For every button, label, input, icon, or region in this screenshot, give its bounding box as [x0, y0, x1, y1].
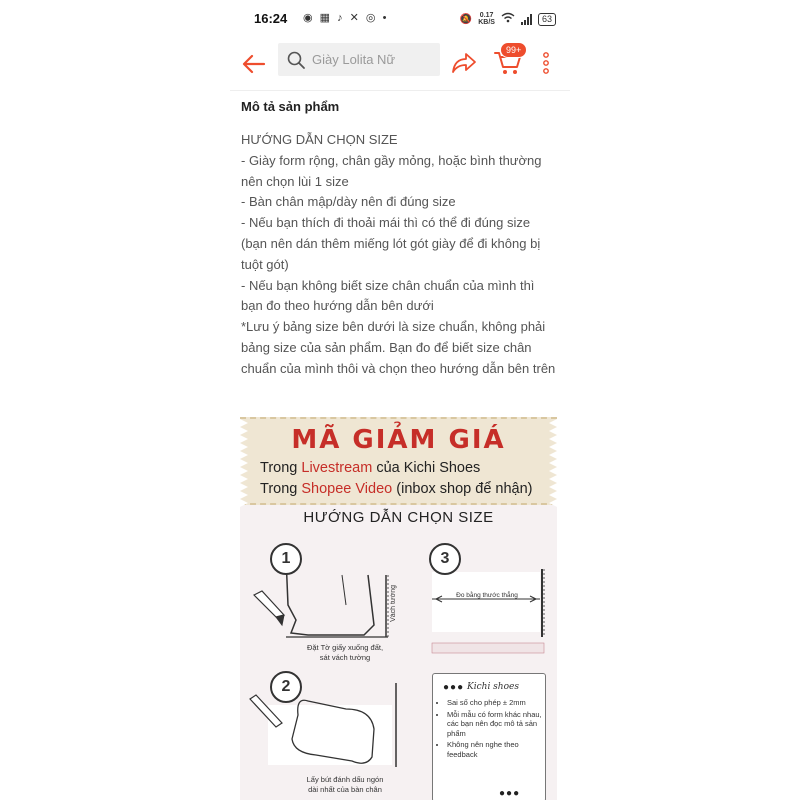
description-line: bạn đo theo hướng dẫn bên dưới — [241, 298, 434, 314]
description-line: chuẩn của mình thôi và chọn theo hướng dẫn bên trên — [241, 360, 556, 376]
battery-icon: 63 — [538, 13, 556, 26]
ruler-label: Đo bằng thước thẳng — [456, 592, 518, 599]
description-line: - Giày form rộng, chân gầy mỏng, hoặc bình thường — [241, 152, 542, 168]
description-line: - Nếu bạn không biết size chân chuẩn của mình thì — [241, 277, 535, 293]
notes-card — [432, 673, 546, 800]
description-line: (bạn nên dán thêm miếng lót gót giày để đi không bị — [241, 235, 541, 251]
top-nav — [230, 38, 570, 91]
note-item: • Sai số cho phép ± 2mm — [447, 698, 543, 708]
guide-title: HƯỚNG DẪN CHỌN SIZE — [303, 509, 494, 526]
status-time: 16:24 — [254, 11, 288, 26]
description-line: nên chọn lùi 1 size — [241, 173, 349, 189]
description-line: - Nếu bạn thích đi thoải mái thì có thể đi đúng size — [241, 215, 531, 231]
wall-label: Vách tường — [390, 585, 397, 622]
coupon-line-1: Trong Livestream của Kichi Shoes — [260, 460, 481, 476]
description-heading: Mô tả sản phẩm — [241, 99, 340, 114]
card-dots-icon: ●●● — [443, 682, 465, 693]
card-dots-icon: ●●● — [499, 788, 521, 799]
phone-screen — [230, 0, 570, 800]
coupon-banner — [240, 417, 557, 505]
coupon-title: MÃ GIẢM GIÁ — [291, 425, 506, 455]
signal-icon — [521, 14, 532, 25]
search-icon — [286, 50, 306, 70]
card-brand: Kichi shoes — [467, 682, 519, 692]
notes-list — [437, 698, 543, 762]
notification-icons: ◉ ▦ ♪ ✕ ◎ • — [303, 12, 389, 24]
cart-badge: 99+ — [500, 42, 527, 58]
description-line: *Lưu ý bảng size bên dưới là size chuẩn, không phải — [241, 319, 546, 335]
step2-number: 2 — [270, 671, 302, 703]
network-speed: 0.17 KB/S — [478, 12, 495, 26]
mute-icon: 🔕 — [459, 13, 473, 25]
back-arrow-icon[interactable] — [238, 48, 270, 80]
description-line: tuột gót) — [241, 256, 289, 272]
size-guide-image[interactable] — [240, 417, 557, 800]
step1-number: 1 — [270, 543, 302, 575]
step2-caption: Lấy bút đánh dấu ngón dài nhất của bàn chân — [306, 775, 384, 794]
step2-illustration — [246, 679, 406, 779]
note-item: • Không nên nghe theo feedback — [447, 740, 543, 759]
description-line: HƯỚNG DẪN CHỌN SIZE — [241, 132, 398, 147]
status-right — [460, 9, 556, 29]
description-line: - Bàn chân mập/dày nên đi đúng size — [241, 194, 456, 210]
description-line: bảng size của sản phẩm. Bạn đo để biết size chân — [241, 339, 532, 355]
wifi-icon — [501, 12, 515, 26]
step3-number: 3 — [429, 543, 461, 575]
status-bar — [230, 0, 570, 38]
step1-caption: Đặt Tờ giấy xuống đất, sát vách tường — [306, 643, 384, 662]
share-icon[interactable] — [450, 48, 478, 76]
search-bar[interactable] — [278, 43, 440, 76]
coupon-line-2: Trong Shopee Video (inbox shop để nhận) — [260, 481, 533, 497]
note-item: • Mỗi mẫu có form khác nhau, các bạn nên đọc mô tả sản phẩm — [447, 710, 543, 739]
product-description — [241, 99, 561, 380]
more-options-icon[interactable] — [540, 50, 552, 76]
search-input[interactable] — [310, 51, 434, 68]
